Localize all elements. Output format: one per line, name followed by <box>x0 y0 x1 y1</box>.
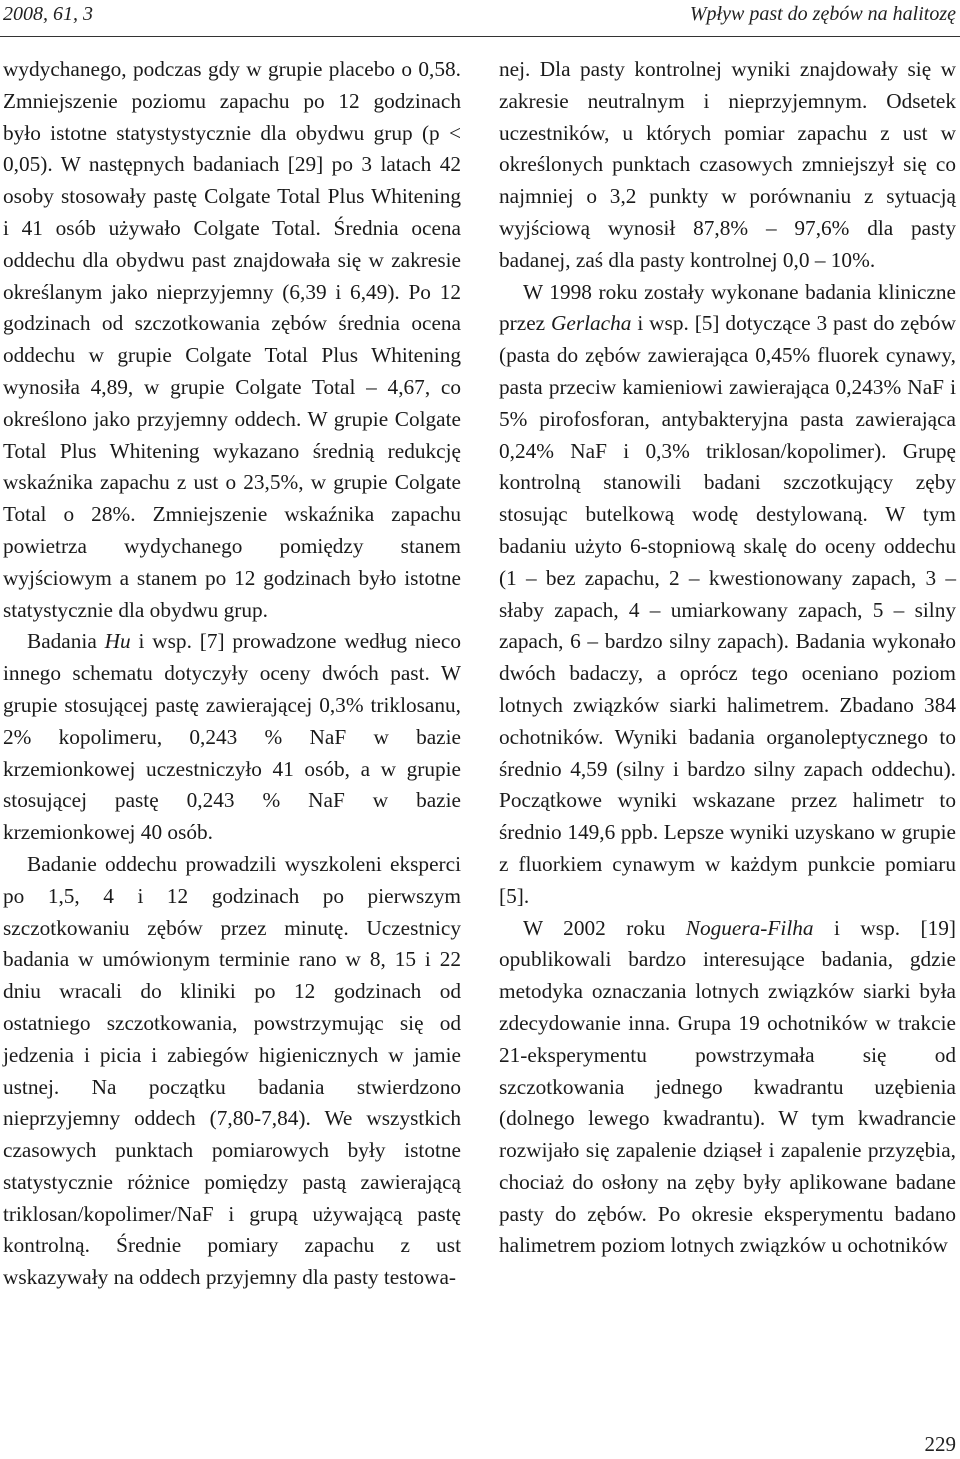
paragraph <box>3 626 461 849</box>
paragraph: nej. Dla pasty kontrolnej wyniki znajdowały się w zakresie neutralnym i nieprzyjemnym. Odsetek uczestników, u których pomiar zapachu z ust w określonych punktach czasowych zmniejszył się co najmniej o 3,2 punkty w porównaniu z sytuacją wyjściową wynosił 87,8% – 97,6% dla pasty badanej, zaś dla pasty kontrolnej 0,0 – 10%. <box>499 57 956 272</box>
author-name: Noguera-Filha <box>685 915 814 940</box>
page-number: 229 <box>924 1432 956 1456</box>
paragraph <box>499 277 956 913</box>
text-run: i wsp. [5] dotyczące 3 past do zębów (pasta do zębów zawierająca 0,45% fluorek cynawy, pasta przeciw kamieniowi zawierająca 0,243% NaF i 5% pirofosforan, antybakteryjna pasta zawierająca 0,24% NaF i 0,3% triklosan/kopolimer). Grupę kontrolną stanowili badani szczotkujący zęby stosując butelkową wodę destylowaną. W tym badaniu użyto 6-stopniową skalę do oceny oddechu (1 – bez zapachu, 2 – kwestionowany zapach, 3 – słaby zapach, 4 – umiarkowany zapach, 5 – silny zapach, 6 – bardzo silny zapach). Badania wykonało dwóch badaczy, a oprócz tego oceniano poziom lotnych związków siarki halimetrem. Zbadano 384 ochotników. Wyniki badania organoleptycznego to średnio 4,59 (silny i bardzo silny zapach oddechu). Początkowe wyniki wskazane przez halimetr to średnio 149,6 ppb. Lepsze wyniki uzyskano w grupie z fluorkiem cynawym w każdym punkcie pomiaru [5]. <box>499 311 956 908</box>
author-name: Hu <box>104 629 131 654</box>
text-run: i wsp. [19] opublikowali bardzo interesujące badania, gdzie metodyka oznaczania lotnych związków siarki była zdecydowanie inna. Grupa 19 ochotników w trakcie 21-eksperymentu powstrzymała się od szczotkowania jednego kwadrantu uzębienia (dolnego lewego kwadrantu). W tym kwadrancie rozwijało się zapalenie dziąseł i zapalenie przyzębia, chociaż do osłony na zęby były aplikowane badane pasty do zębów. Po okresie eksperymentu badano halimetrem poziom lotnych związków u ochotników <box>499 915 956 1258</box>
text-run: i wsp. [7] prowadzone według nieco innego schematu dotyczyły oceny dwóch past. W grupie stosującej pastę zawierającej 0,3% triklosanu, 2% kopolimeru, 0,243 % NaF w bazie krzemionkowej uczestniczyło 41 osób, a w grupie stosującej pastę 0,243 % NaF w bazie krzemionkowej 40 osób. <box>3 629 461 845</box>
paragraph: wydychanego, podczas gdy w grupie placebo o 0,58. Zmniejszenie poziomu zapachu po 12 godzinach było istotne statystystycznie dla obydwu grup (p < 0,05). W następnych badaniach [29] po 3 latach 42 osoby stosowały pastę Colgate Total Plus Whitening i 41 osób używało Colgate Total. Średnia ocena oddechu dla obydwu past znajdowała się w zakresie określanym jako nieprzyjemny (6,39 i 6,49). Po 12 godzinach od szczotkowania zębów średnia ocena oddechu w grupie Colgate Total Plus Whitening wynosiła 4,89, w grupie Colgate Total – 4,67, co określono jako przyjemny oddech. W grupie Colgate Total Plus Whitening wykazano średnią redukcję wskaźnika zapachu z ust o 23,5%, w grupie Colgate Total o 28%. Zmniejszenie wskaźnika zapachu powietrza wydychanego pomiędzy stanem wyjściowym a stanem po 12 godzinach było istotne statystycznie dla obydwu grup. <box>3 57 461 622</box>
author-name: Gerlacha <box>551 311 632 336</box>
running-head <box>0 0 960 40</box>
paragraph: Badanie oddechu prowadzili wyszkoleni eksperci po 1,5, 4 i 12 godzinach po pierwszym szczotkowaniu zębów przez minutę. Uczestnicy badania w umówionym terminie rano w 8, 15 i 22 dniu wracali do kliniki po 12 godzinach od ostatniego szczotkowania, powstrzymując się od jedzenia i picia i zabiegów higienicznych w jamie ustnej. Na początku badania stwierdzono nieprzyjemny oddech (7,80-7,84). We wszystkich czasowych punktach pomiarowych były istotne statystycznie różnice pomiędzy pastą zawierającą triklosan/kopolimer/NaF i grupą używającą pastę kontrolną. Średnie pomiary zapachu z ust wskazywały na oddech przyjemny dla pasty testowa- <box>3 851 461 1290</box>
journal-issue: 2008, 61, 3 <box>3 3 93 25</box>
header-rule <box>0 36 960 37</box>
text-run: W 1998 roku zostały wykonane badania kliniczne przez <box>499 279 956 336</box>
left-column <box>3 54 461 1294</box>
article-short-title: Wpływ past do zębów na halitozę <box>689 3 956 25</box>
text-run: Badania <box>27 629 105 654</box>
right-column <box>499 54 956 1262</box>
paragraph <box>499 913 956 1263</box>
text-run: W 2002 roku <box>523 915 686 940</box>
